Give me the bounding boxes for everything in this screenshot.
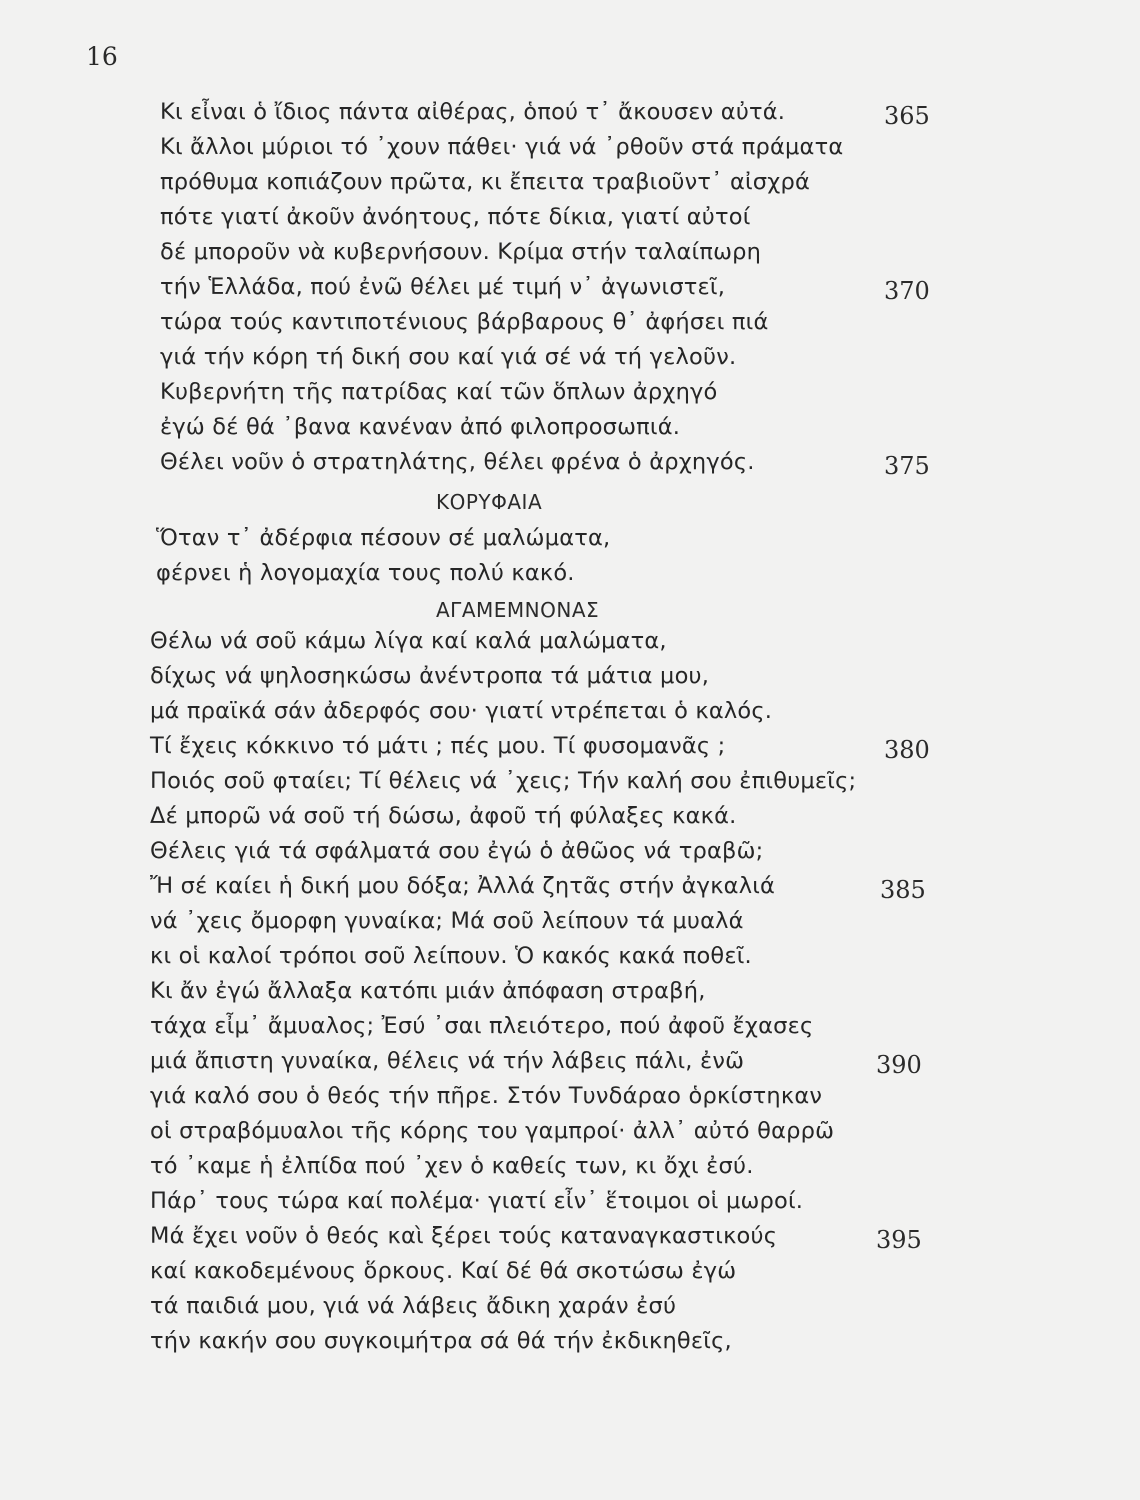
verse-line: τήν κακήν σου συγκοιμήτρα σά θά τήν ἐκδικηθεῖς, [150, 1328, 732, 1354]
verse-line: δέ μποροῦν νὰ κυβερνήσουν. Κρίμα στήν ταλαίπωρη [160, 239, 762, 265]
verse-line: οἱ στραβόμυαλοι τῆς κόρης του γαμπροί· ἀλλ᾽ αὐτό θαρρῶ [150, 1118, 835, 1144]
verse-line: Ἤ σέ καίει ἡ δική μου δόξα; Ἀλλά ζητᾶς στήν ἀγκαλιά [150, 873, 776, 899]
verse-line: δίχως νά ψηλοσηκώσω ἀνέντροπα τά μάτια μου, [150, 663, 710, 689]
verse-line: τάχα εἶμ᾽ ἄμυαλος; Ἐσύ ᾽σαι πλειότερο, πού ἀφοῦ ἔχασες [150, 1013, 814, 1039]
verse-line: τώρα τούς καντιποτένιους βάρβαρους θ᾽ ἀφήσει πιά [160, 309, 769, 335]
verse-line: νά ᾽χεις ὄμορφη γυναίκα; Μά σοῦ λείπουν τά μυαλά [150, 908, 744, 934]
verse-line: Ποιός σοῦ φταίει; Τί θέλεις νά ᾽χεις; Τήν καλή σου ἐπιθυμεῖς; [150, 768, 857, 794]
line-number: 395 [876, 1226, 922, 1254]
verse-line: Κι εἶναι ὁ ἴδιος πάντα αἰθέρας, ὁπού τ᾽ ἄκουσεν αὐτά. [160, 99, 786, 125]
verse-line: μά πραϊκά σάν ἀδερφός σου· γιατί ντρέπεται ὁ καλός. [150, 698, 773, 724]
verse-line: φέρνει ἡ λογομαχία τους πολύ κακό. [156, 560, 575, 586]
verse-line: ἐγώ δέ θά ᾽βανα κανέναν ἀπό φιλοπροσωπιά. [160, 414, 681, 440]
speaker-label: ΑΓΑΜΕΜΝΟΝΑΣ [436, 598, 600, 622]
verse-line: τήν Ἑλλάδα, πού ἐνῶ θέλει μέ τιμή ν᾽ ἀγωνιστεῖ, [160, 274, 726, 300]
verse-line: Θέλει νοῦν ὁ στρατηλάτης, θέλει φρένα ὁ ἀρχηγός. [160, 449, 755, 475]
line-number: 375 [884, 452, 930, 480]
verse-line: Θέλεις γιά τά σφάλματά σου ἐγώ ὁ ἀθῶος νά τραβῶ; [150, 838, 764, 864]
verse-line: Κυβερνήτη τῆς πατρίδας καί τῶν ὅπλων ἀρχηγό [160, 379, 718, 405]
verse-line: καί κακοδεμένους ὅρκους. Καί δέ θά σκοτώσω ἐγώ [150, 1258, 737, 1284]
line-number: 365 [884, 102, 930, 130]
verse-line: Κι ἄλλοι μύριοι τό ᾽χουν πάθει· γιά νά ᾽ρθοῦν στά πράματα [160, 134, 844, 160]
verse-line: γιά καλό σου ὁ θεός τήν πῆρε. Στόν Τυνδάραο ὁρκίστηκαν [150, 1083, 823, 1109]
verse-line: Κι ἄν ἐγώ ἄλλαξα κατόπι μιάν ἀπόφαση στραβή, [150, 978, 706, 1004]
verse-line: πότε γιατί ἀκοῦν ἀνόητους, πότε δίκια, γιατί αὐτοί [160, 204, 751, 230]
verse-line: Θέλω νά σοῦ κάμω λίγα καί καλά μαλώματα, [150, 628, 667, 654]
verse-line: Ὅταν τ᾽ ἀδέρφια πέσουν σέ μαλώματα, [156, 525, 611, 551]
line-number: 380 [884, 736, 930, 764]
line-number: 370 [884, 277, 930, 305]
verse-line: μιά ἄπιστη γυναίκα, θέλεις νά τήν λάβεις πάλι, ἐνῶ [150, 1048, 745, 1074]
verse-line: Πάρ᾽ τους τώρα καί πολέμα· γιατί εἶν᾽ ἕτοιμοι οἱ μωροί. [150, 1188, 804, 1214]
verse-line: Δέ μπορῶ νά σοῦ τή δώσω, ἀφοῦ τή φύλαξες κακά. [150, 803, 737, 829]
line-number: 385 [880, 876, 926, 904]
verse-line: πρόθυμα κοπιάζουν πρῶτα, κι ἔπειτα τραβιοῦντ᾽ αἰσχρά [160, 169, 810, 195]
speaker-label: ΚΟΡΥΦΑΙΑ [436, 490, 543, 514]
verse-line: γιά τήν κόρη τή δική σου καί γιά σέ νά τή γελοῦν. [160, 344, 737, 370]
verse-line: τά παιδιά μου, γιά νά λάβεις ἄδικη χαράν ἐσύ [150, 1293, 677, 1319]
verse-line: τό ᾽καμε ἡ ἐλπίδα πού ᾽χεν ὁ καθείς των, κι ὄχι ἐσύ. [150, 1153, 754, 1179]
page-number: 16 [86, 42, 118, 71]
line-number: 390 [876, 1051, 922, 1079]
verse-line: Τί ἔχεις κόκκινο τό μάτι ; πές μου. Τί φυσομανᾶς ; [150, 733, 726, 759]
verse-line: κι οἱ καλοί τρόποι σοῦ λείπουν. Ὁ κακός κακά ποθεῖ. [150, 943, 752, 969]
verse-line: Μά ἔχει νοῦν ὁ θεός καὶ ξέρει τούς καταναγκαστικούς [150, 1223, 778, 1249]
